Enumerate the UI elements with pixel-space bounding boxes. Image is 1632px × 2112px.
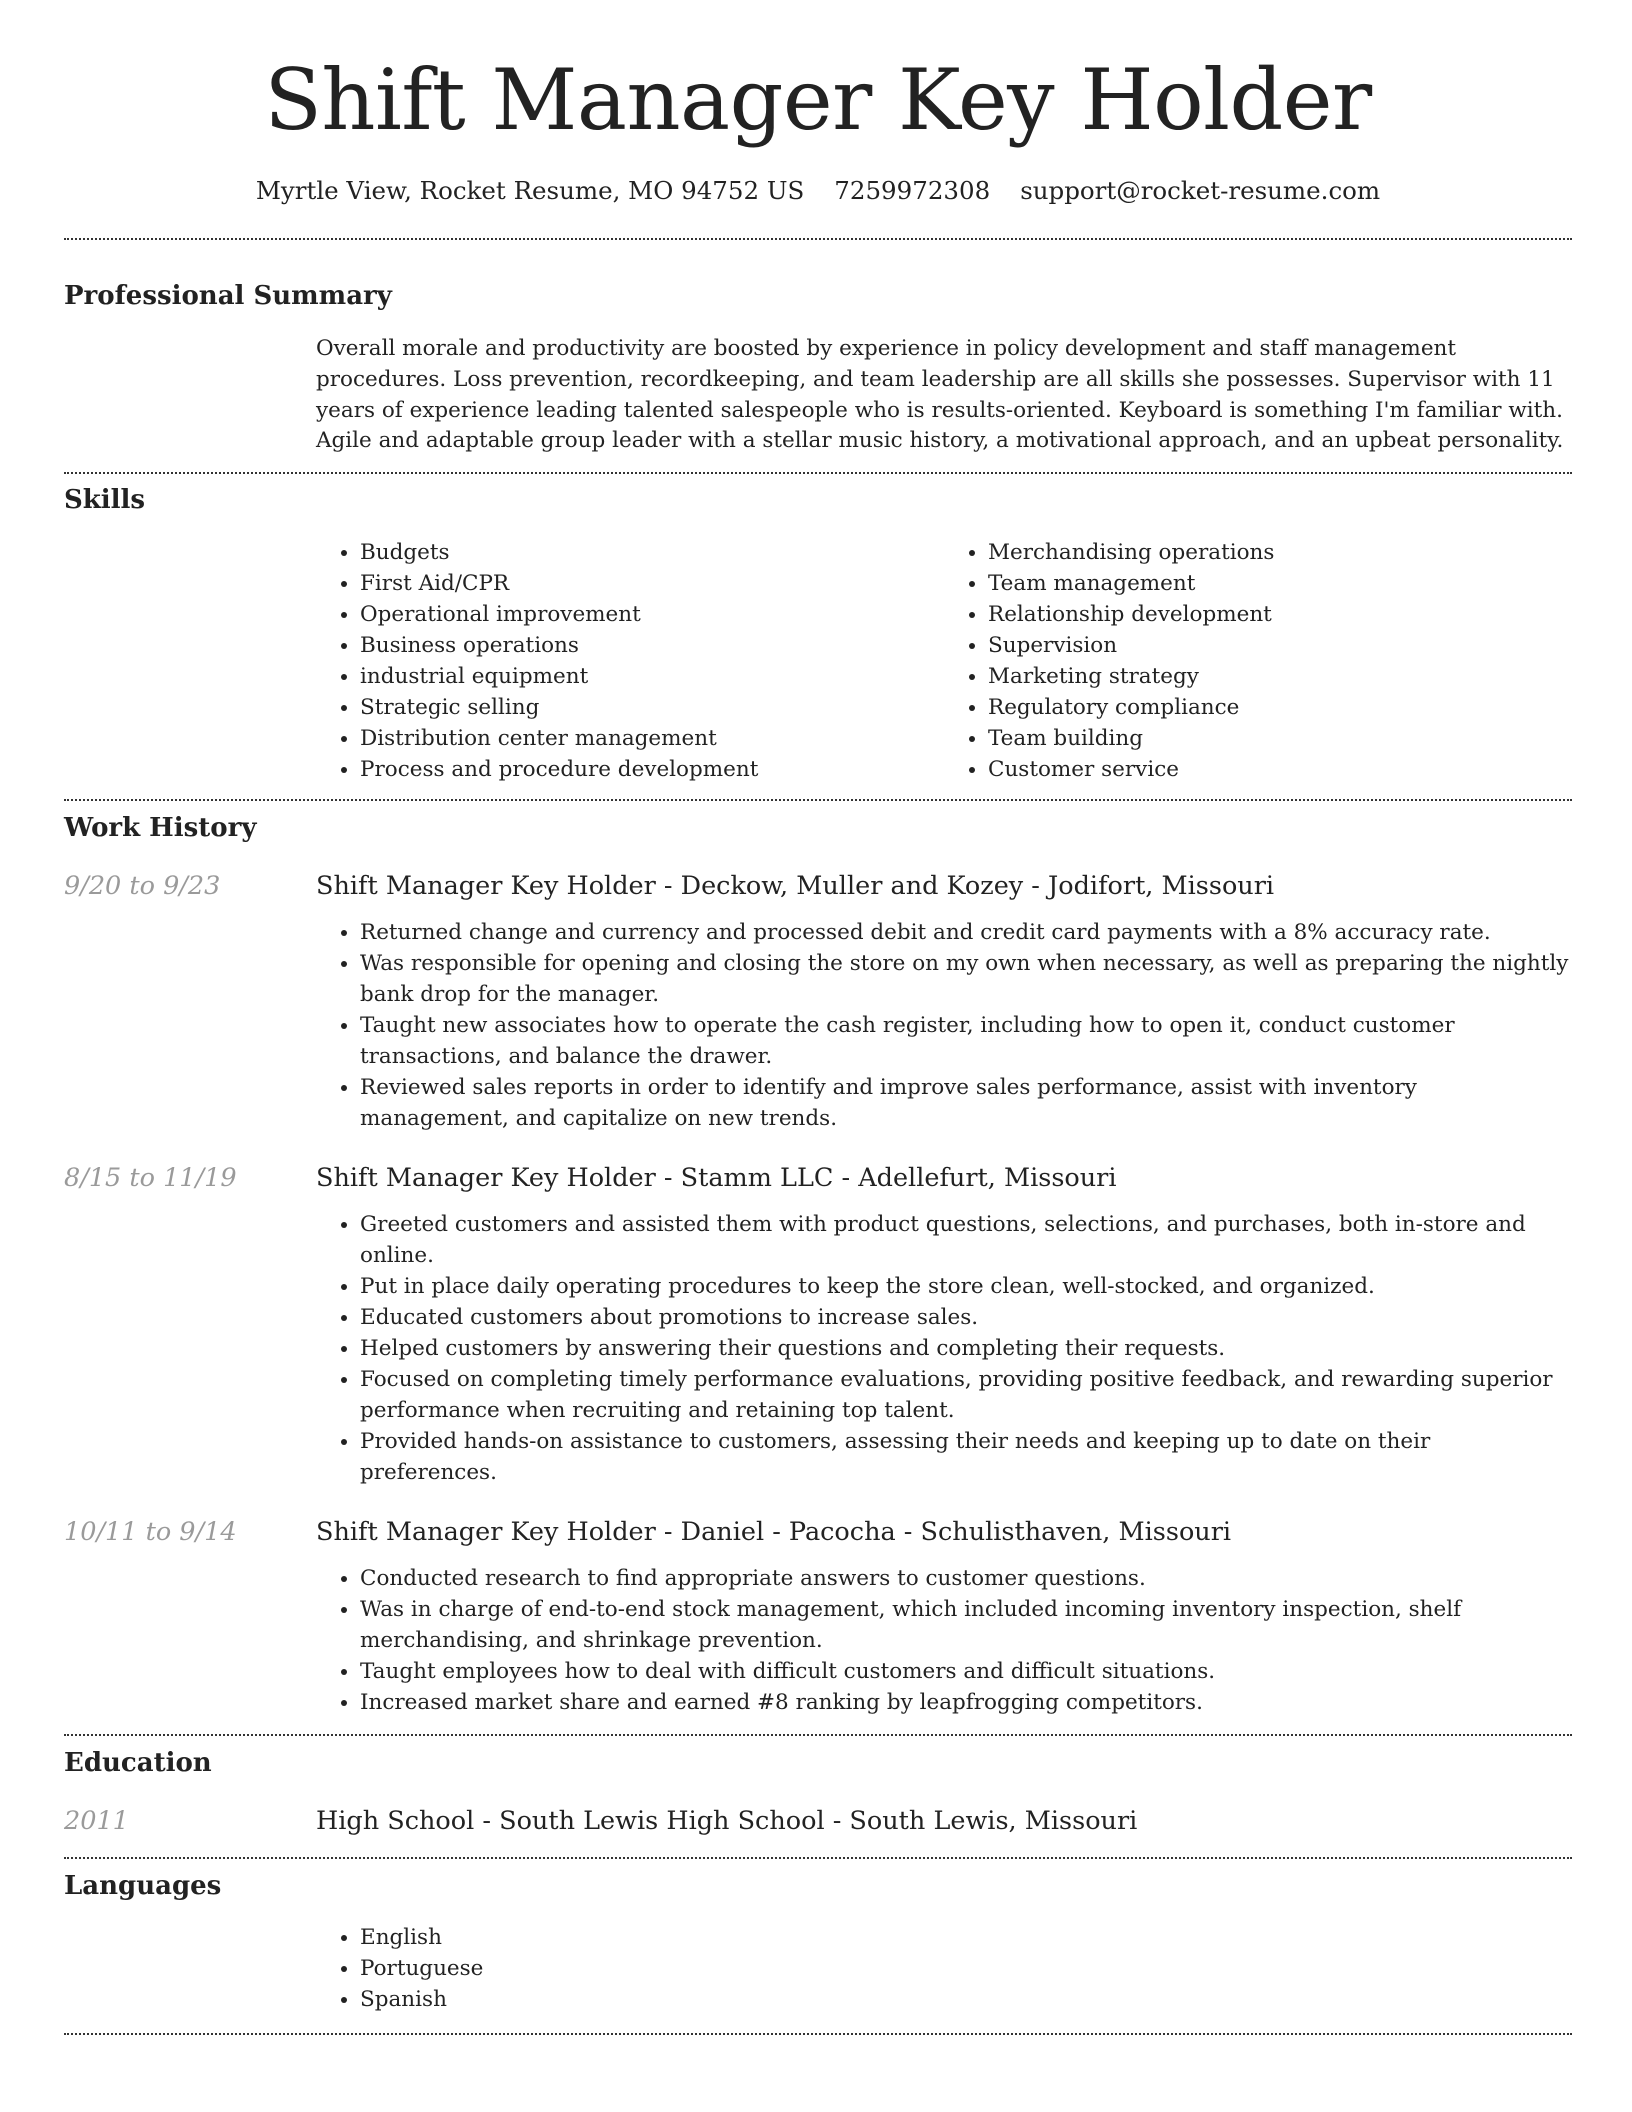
language-item: • Spanish <box>360 1984 1572 2015</box>
divider <box>64 1857 1572 1859</box>
contact-phone: 7259972308 <box>834 176 991 205</box>
job-bullet: • Was responsible for opening and closing the store on my own when necessary, as well as preparing the nightly bank drop for the manager. <box>360 948 1572 1010</box>
job-title: Shift Manager Key Holder - Deckow, Muller and Kozey - Jodifort, Missouri <box>316 871 1275 902</box>
skills-column-right <box>944 537 1572 785</box>
divider <box>64 1734 1572 1736</box>
job-bullets <box>316 917 1572 1134</box>
candidate-name: Shift Manager Key Holder <box>264 51 1372 149</box>
job-bullet: • Helped customers by answering their questions and completing their requests. <box>360 1333 1572 1364</box>
skill-item: • Process and procedure development <box>360 754 944 785</box>
education-entry <box>64 1805 1572 1837</box>
section-title-summary: Professional Summary <box>64 281 392 311</box>
job-bullets <box>316 1563 1572 1718</box>
contact-address: Myrtle View, Rocket Resume, MO 94752 US <box>255 176 805 205</box>
skill-item: • Team management <box>988 568 1572 599</box>
contact-line <box>64 176 1572 206</box>
job-dates: 8/15 to 11/19 <box>64 1163 237 1194</box>
skill-item: • Supervision <box>988 630 1572 661</box>
skills-section <box>64 484 1572 785</box>
section-title-work: Work History <box>64 813 257 844</box>
education-section <box>64 1747 1572 1837</box>
job-dates: 9/20 to 9/23 <box>64 871 221 902</box>
skill-item: • Strategic selling <box>360 692 944 723</box>
education-title: High School - South Lewis High School - South Lewis, Missouri <box>316 1806 1138 1837</box>
skill-item: • Regulatory compliance <box>988 692 1572 723</box>
skills-column-left <box>316 537 944 785</box>
job-bullet: • Was in charge of end-to-end stock management, which included incoming inventory inspection, shelf merchandising, and shrinkage prevention. <box>360 1594 1572 1656</box>
job-title: Shift Manager Key Holder - Stamm LLC - Adellefurt, Missouri <box>316 1163 1117 1194</box>
languages-list <box>316 1922 1572 2015</box>
job-bullet: • Educated customers about promotions to increase sales. <box>360 1302 1572 1333</box>
skill-item: • industrial equipment <box>360 661 944 692</box>
skills-list <box>316 537 1572 785</box>
job-bullet: • Conducted research to find appropriate answers to customer questions. <box>360 1563 1572 1594</box>
job-bullet: • Reviewed sales reports in order to identify and improve sales performance, assist with inventory management, and capitalize on new trends. <box>360 1072 1572 1134</box>
job-bullet: • Provided hands-on assistance to customers, assessing their needs and keeping up to date on their preferences. <box>360 1426 1572 1488</box>
skill-item: • Relationship development <box>988 599 1572 630</box>
job-dates: 10/11 to 9/14 <box>64 1517 237 1548</box>
languages-bullets <box>316 1922 1572 2015</box>
education-date: 2011 <box>64 1806 129 1837</box>
resume-page <box>64 0 1572 2035</box>
skill-item: • First Aid/CPR <box>360 568 944 599</box>
skill-item: • Customer service <box>988 754 1572 785</box>
divider <box>64 472 1572 474</box>
divider <box>64 2033 1572 2035</box>
job-title: Shift Manager Key Holder - Daniel - Pacocha - Schulisthaven, Missouri <box>316 1517 1232 1548</box>
languages-section <box>64 1870 1572 2015</box>
skill-item: • Team building <box>988 723 1572 754</box>
contact-email: support@rocket-resume.com <box>1020 176 1381 205</box>
job-bullet: • Increased market share and earned #8 ranking by leapfrogging competitors. <box>360 1687 1572 1718</box>
section-title-languages: Languages <box>64 1871 222 1902</box>
divider <box>64 799 1572 801</box>
summary-section <box>64 280 1572 457</box>
job-bullets <box>316 1209 1572 1488</box>
section-title-education: Education <box>64 1748 212 1779</box>
section-title-skills: Skills <box>64 485 146 516</box>
job-details <box>316 1162 1572 1488</box>
job-bullet: • Put in place daily operating procedures to keep the store clean, well-stocked, and organized. <box>360 1271 1572 1302</box>
job-bullet: • Taught employees how to deal with difficult customers and difficult situations. <box>360 1656 1572 1687</box>
work-section <box>64 812 1572 1718</box>
skill-item: • Distribution center management <box>360 723 944 754</box>
job-entry <box>64 1516 1572 1718</box>
job-entry <box>64 870 1572 1134</box>
skill-item: • Operational improvement <box>360 599 944 630</box>
job-details <box>316 870 1572 1134</box>
job-entry <box>64 1162 1572 1488</box>
job-bullet: • Returned change and currency and processed debit and credit card payments with a 8% accuracy rate. <box>360 917 1572 948</box>
divider <box>64 238 1572 240</box>
job-bullet: • Greeted customers and assisted them with product questions, selections, and purchases, both in-store and online. <box>360 1209 1572 1271</box>
job-bullet: • Taught new associates how to operate the cash register, including how to open it, conduct customer transactions, and balance the drawer. <box>360 1010 1572 1072</box>
education-details <box>316 1805 1572 1837</box>
job-details <box>316 1516 1572 1718</box>
skill-item: • Business operations <box>360 630 944 661</box>
language-item: • Portuguese <box>360 1953 1572 1984</box>
skill-item: • Merchandising operations <box>988 537 1572 568</box>
skill-item: • Budgets <box>360 537 944 568</box>
job-bullet: • Focused on completing timely performance evaluations, providing positive feedback, and rewarding superior performance when recruiting and retaining top talent. <box>360 1364 1572 1426</box>
language-item: • English <box>360 1922 1572 1953</box>
summary-text: Overall morale and productivity are boosted by experience in policy development and staff management procedures. Loss prevention, recordkeeping, and team leadership are all skills she possesses. Supervisor with 11 years of experience leading talented salespeople who is results-oriented. Keyboard is something I'm familiar with. Agile and adaptable group leader with a stellar music history, a motivational approach, and an upbeat personality. <box>316 336 1564 454</box>
skill-item: • Marketing strategy <box>988 661 1572 692</box>
